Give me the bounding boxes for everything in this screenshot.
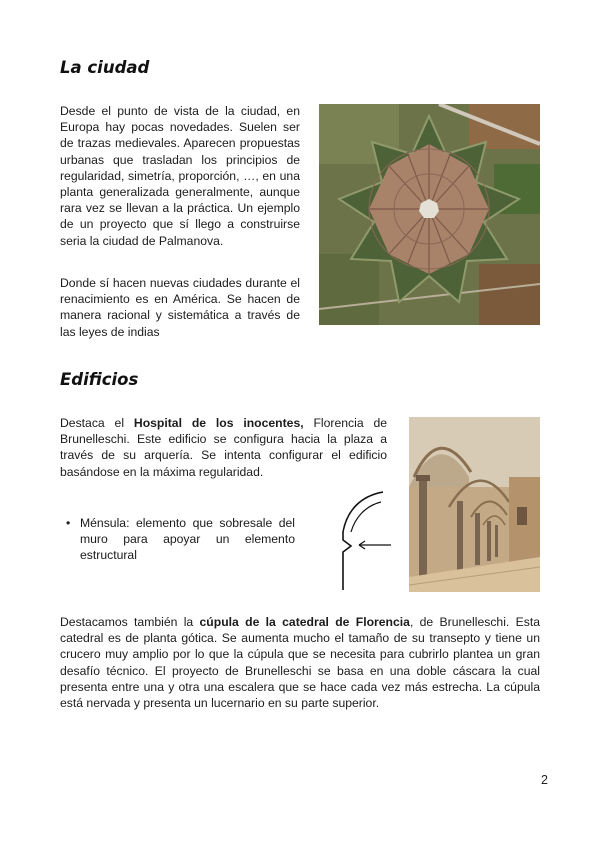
heading-la-ciudad: La ciudad — [60, 58, 150, 77]
paragraph-ciudad-1: Desde el punto de vista de la ciudad, en Europa hay pocas novedades. Suelen ser de trazas medievales. Aparecen propuestas urbanas que trasladan los principios de regularidad, simetría, proporción, …, en una planta generalizada generalmente, aunque rara vez se llevan a la práctica. Un ejemplo de un proyecto que sí llego a construirse seria la ciudad de Palmanova. — [60, 104, 300, 248]
mensula-sketch — [333, 488, 395, 594]
hospital-arcade-image — [409, 417, 540, 592]
paragraph-ciudad-2: Donde sí hacen nuevas ciudades durante el renacimiento es en América. Se hacen de manera racional y sistemática a través de las leyes de indias — [60, 276, 300, 339]
heading-edificios: Edificios — [60, 370, 139, 389]
page-number: 2 — [541, 773, 548, 787]
definition-list — [60, 515, 295, 564]
palmanova-aerial-image — [319, 104, 540, 325]
paragraph-hospital: Destaca el Hospital de los inocentes, Florencia de Brunelleschi. Este edificio se configura hacia la plaza a través de su arquería. Se intenta configurar el edificio basándose en la máxima regularidad. — [60, 416, 387, 479]
hospital-name: Hospital de los inocentes, — [133, 416, 304, 430]
mensula-definition: • Ménsula: elemento que sobresale del muro para apoyar un elemento estructural — [60, 515, 295, 564]
paragraph-cupula: Destacamos también la cúpula de la catedral de Florencia, de Brunelleschi. Esta catedral es de planta gótica. Se aumenta mucho el tamaño de su transepto y tiene un crucero muy amplio por lo que la cúpula que se necesita para cubrirlo plantea un gran desafío técnico. El proyecto de Brunelleschi se basa en una doble cáscara la cual presenta entre una y otra una escalera que se hace cada vez más estrecha. La cúpula está nervada y presenta un lucernario en su parte superior. — [60, 615, 540, 711]
cupula-name: cúpula de la catedral de Florencia — [199, 615, 410, 629]
